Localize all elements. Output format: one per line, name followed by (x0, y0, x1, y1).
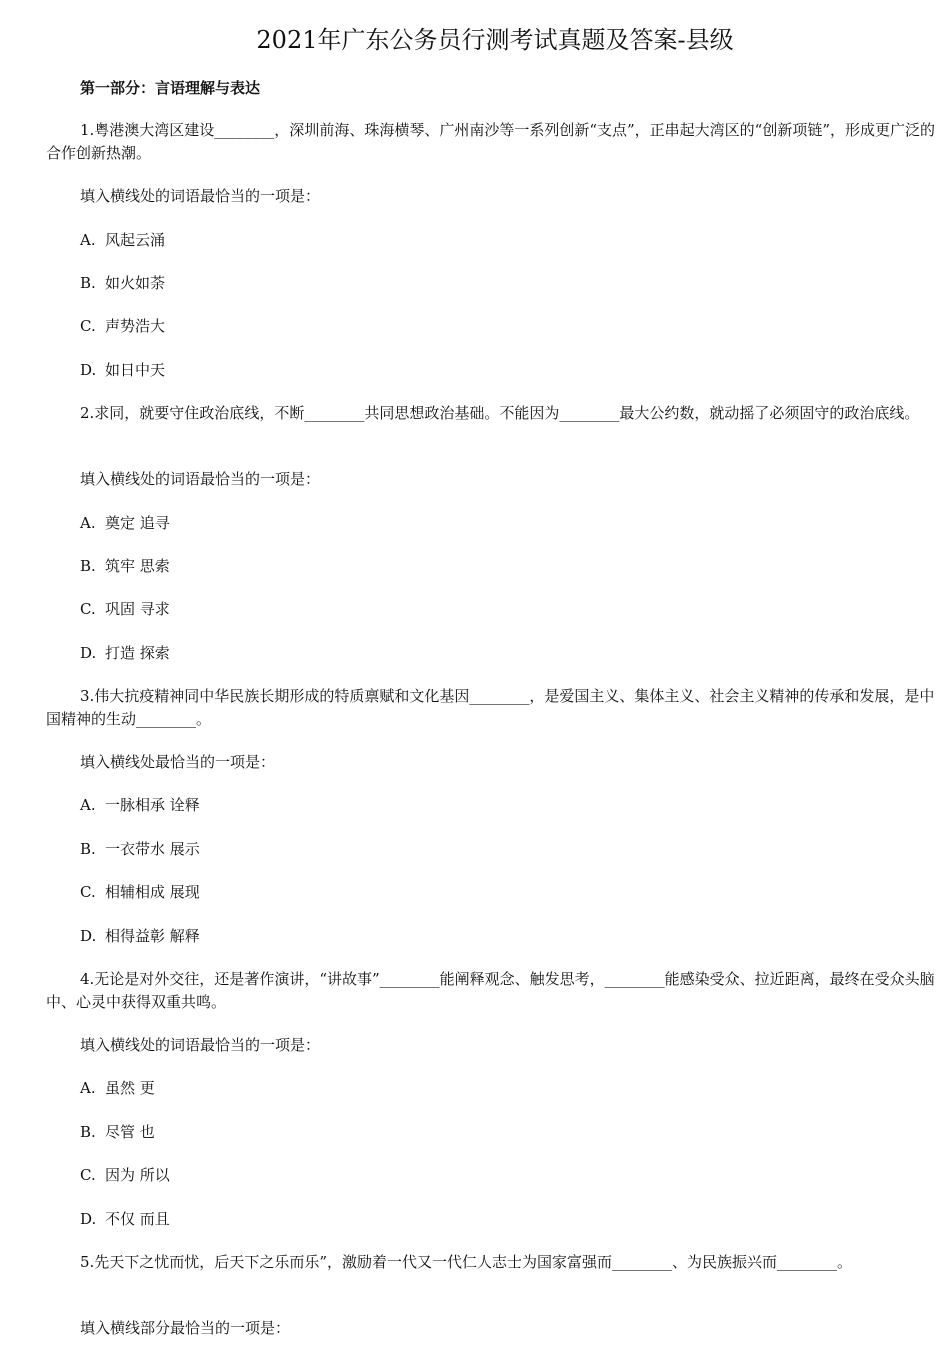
option-letter: D. (80, 1210, 97, 1228)
question-4-option-c (80, 1165, 170, 1185)
question-1-option-a (80, 230, 165, 250)
option-letter: B. (80, 274, 96, 292)
question-3-option-d (80, 926, 200, 946)
question-2-option-c (80, 599, 170, 619)
option-letter: C. (80, 883, 96, 901)
question-1-option-c (80, 316, 165, 336)
option-text: 虽然 更 (105, 1079, 155, 1097)
option-letter: C. (80, 1166, 96, 1184)
section-heading: 第一部分：言语理解与表达 (80, 79, 261, 97)
question-4-option-a (80, 1078, 155, 1098)
question-2-stem: 2.求同，就要守住政治底线，不断________共同思想政治基础。不能因为________最大公约数，就动摇了必须固守的政治底线。 (80, 404, 920, 422)
option-letter: C. (80, 600, 96, 618)
option-letter: A. (80, 1079, 96, 1097)
option-letter: B. (80, 1123, 96, 1141)
option-letter: A. (80, 231, 96, 249)
question-4-option-b (80, 1122, 155, 1142)
option-letter: D. (80, 361, 97, 379)
option-text: 一脉相承 诠释 (105, 796, 200, 814)
question-3-stem: 3.伟大抗疫精神同中华民族长期形成的特质禀赋和文化基因________，是爱国主义、集体主义、社会主义精神的传承和发展，是中国精神的生动________。 (46, 687, 935, 728)
question-2-option-a (80, 513, 170, 533)
option-text: 一衣带水 展示 (105, 840, 200, 858)
option-text: 不仅 而且 (105, 1210, 170, 1228)
option-letter: B. (80, 840, 96, 858)
question-3-option-a (80, 795, 200, 815)
question-2-option-b (80, 556, 170, 576)
document-title: 2021年广东公务员行测考试真题及答案-县级 (256, 26, 734, 54)
option-text: 相得益彰 解释 (105, 927, 200, 945)
question-2-prompt: 填入横线处的词语最恰当的一项是： (80, 470, 321, 488)
question-1-option-b (80, 273, 165, 293)
option-text: 尽管 也 (105, 1123, 155, 1141)
option-text: 巩固 寻求 (105, 600, 170, 618)
option-text: 如日中天 (105, 361, 166, 379)
question-2-option-d (80, 643, 170, 663)
option-letter: D. (80, 927, 97, 945)
option-text: 打造 探索 (105, 644, 170, 662)
question-4-prompt: 填入横线处的词语最恰当的一项是： (80, 1036, 321, 1054)
question-1-stem: 1.粤港澳大湾区建设________，深圳前海、珠海横琴、广州南沙等一系列创新“支点”，正串起大湾区的“创新项链”，形成更广泛的合作创新热潮。 (46, 121, 935, 162)
question-4-stem: 4.无论是对外交往，还是著作演讲，“讲故事”________能阐释观念、触发思考，________能感染受众、拉近距离，最终在受众头脑中、心灵中获得双重共鸣。 (46, 970, 935, 1011)
option-letter: A. (80, 796, 96, 814)
option-text: 奠定 追寻 (105, 514, 170, 532)
option-text: 风起云涌 (105, 231, 166, 249)
option-letter: B. (80, 557, 96, 575)
question-1-prompt: 填入横线处的词语最恰当的一项是： (80, 187, 321, 205)
option-text: 声势浩大 (105, 317, 166, 335)
question-3-prompt: 填入横线处最恰当的一项是： (80, 753, 276, 771)
question-5-stem: 5.先天下之忧而忧，后天下之乐而乐”，激励着一代又一代仁人志士为国家富强而________、为民族振兴而________。 (80, 1253, 852, 1271)
question-3-option-b (80, 839, 200, 859)
question-1-option-d (80, 360, 165, 380)
option-text: 如火如荼 (105, 274, 166, 292)
option-text: 因为 所以 (105, 1166, 170, 1184)
option-letter: C. (80, 317, 96, 335)
option-letter: D. (80, 644, 97, 662)
question-4-option-d (80, 1209, 170, 1229)
option-text: 筑牢 思索 (105, 557, 170, 575)
question-3-option-c (80, 882, 200, 902)
question-5-prompt: 填入横线部分最恰当的一项是： (80, 1319, 291, 1337)
option-letter: A. (80, 514, 96, 532)
option-text: 相辅相成 展现 (105, 883, 200, 901)
